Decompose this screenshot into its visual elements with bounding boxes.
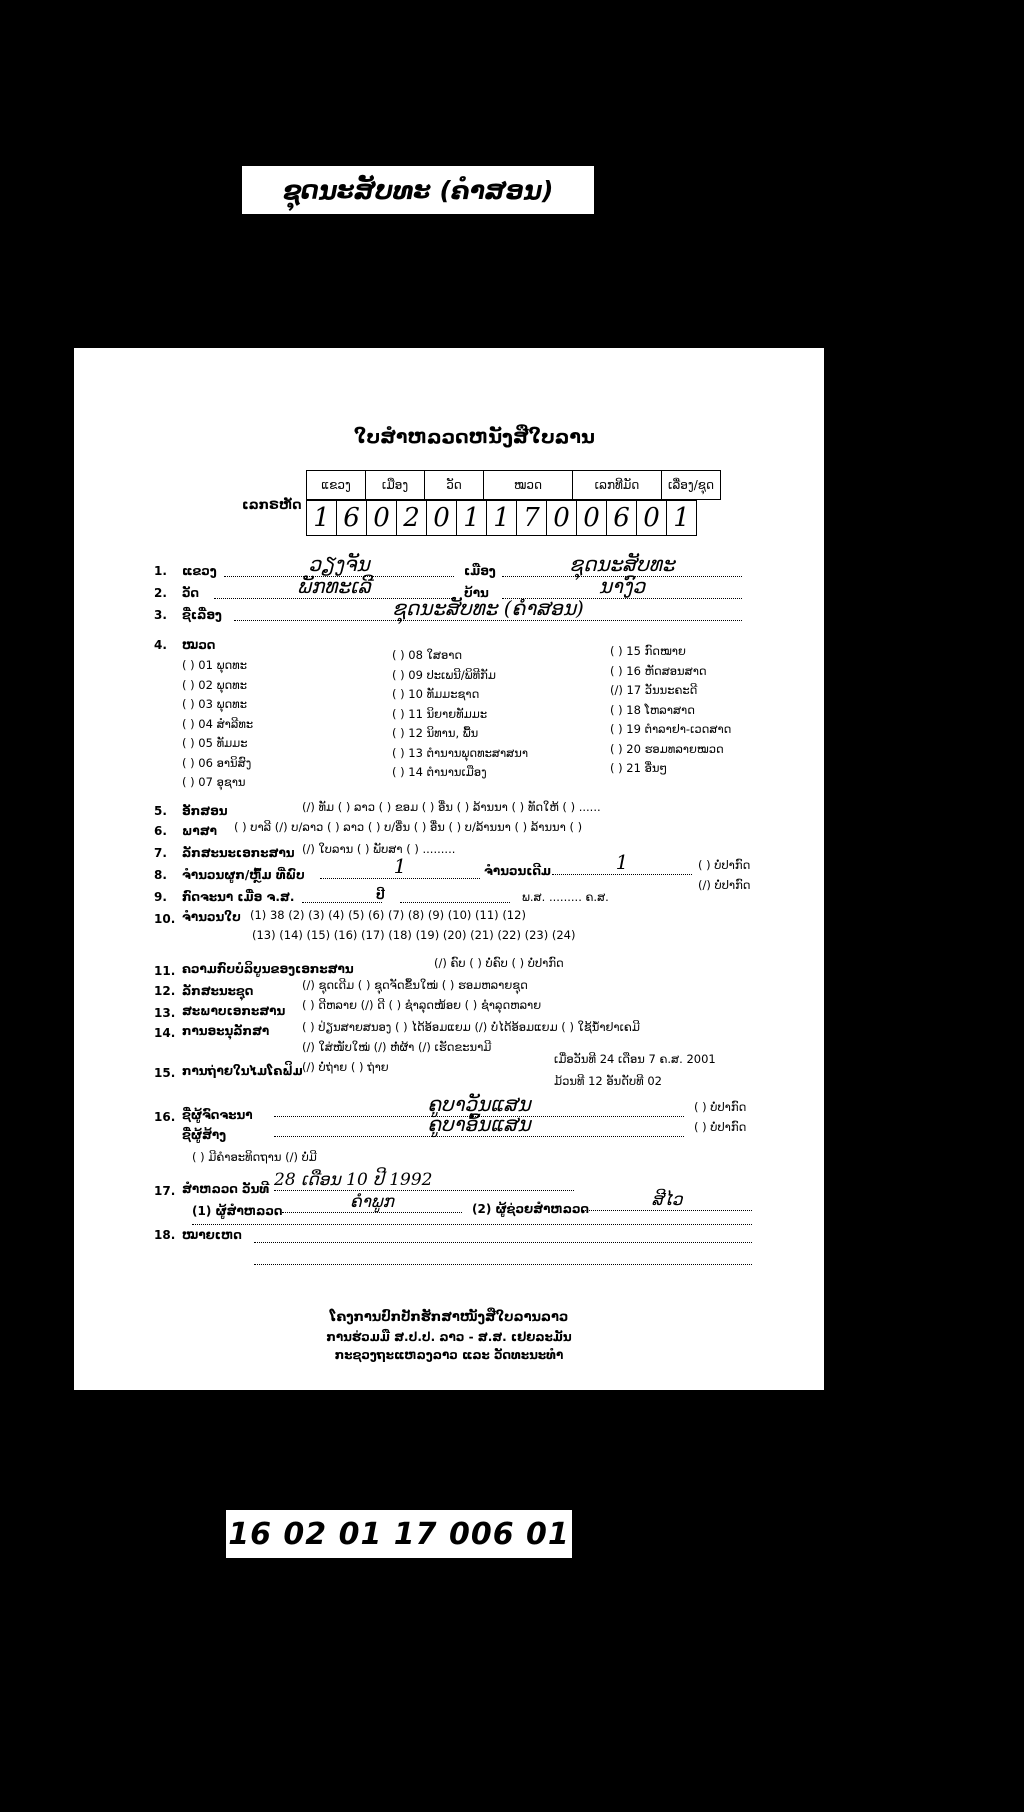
code-digit: 6 <box>607 501 637 536</box>
year-label: ປີ <box>376 888 385 902</box>
code-digit: 1 <box>667 501 697 536</box>
year-line <box>400 902 510 903</box>
leaves-label: ຈຳນວນໃບ <box>182 910 241 924</box>
code-header: ແຂວງ <box>307 471 366 500</box>
code-digit: 1 <box>457 501 487 536</box>
category-col-3 <box>610 642 731 779</box>
remarks-line <box>254 1242 752 1243</box>
field-number: 14. <box>154 1026 176 1040</box>
scribe-label: ຊື່ຜູ້ຈົດຈະນາ <box>182 1108 253 1122</box>
remarks-line <box>254 1264 752 1265</box>
province-label: ແຂວງ <box>182 564 217 578</box>
leaves-line-2: (13) (14) (15) (16) (17) (18) (19) (20) (21) (22) (23) (24) <box>252 928 576 942</box>
field-number: 12. <box>154 984 176 998</box>
category-option: ( ) 02 ພຸດທະ <box>182 677 247 692</box>
category-option: ( ) 21 ອື່ນໆ <box>610 761 668 775</box>
date-label: ກົດຈະນາ ເມື່ອ ຈ.ສ. <box>182 890 295 904</box>
preservation-label: ການອະນຸລັກສາ <box>182 1024 270 1038</box>
code-digit: 6 <box>337 501 367 536</box>
category-option: ( ) 18 ໂຫລາສາດ <box>610 702 695 717</box>
scribe-value: ຄູບາວັນແສນ <box>274 1092 684 1117</box>
field-number: 11. <box>154 964 176 978</box>
village-label: ບ້ານ <box>464 586 489 600</box>
category-option: ( ) 19 ຕຳລາຢາ-ເວດສາດ <box>610 722 732 736</box>
code-label: ເລກຣຫັດ <box>242 498 302 513</box>
field-number: 4. <box>154 638 167 652</box>
category-option: ( ) 10 ທັມມະຊາດ <box>392 687 480 701</box>
code-header: ເລກທີມັດ <box>573 471 662 500</box>
category-option: ( ) 14 ຕຳນານເມືອງ <box>392 765 487 779</box>
village-value: ນາງົວ <box>502 574 742 599</box>
code-digits-table <box>306 500 697 536</box>
code-table <box>306 470 721 500</box>
category-option: ( ) 03 ພຸດທະ <box>182 697 247 711</box>
completeness-label: ຄວາມກົບບໍລິບູນຂອງເອກະສານ <box>182 962 354 976</box>
code-header: ໝວດ <box>484 471 573 500</box>
blank-line <box>192 1224 752 1225</box>
microfilm-reel: ມ້ວນທີ 12 ອັນດັບທີ 02 <box>554 1074 662 1088</box>
field-number: 13. <box>154 1006 176 1020</box>
preservation-options-2: (/) ໃສ່ໜັບໃໝ່ (/) ຫໍ່ຜ້າ (/) ເຮັດຂະນາມີ <box>302 1040 492 1054</box>
code-digit: 0 <box>637 501 667 536</box>
temple-value: ພັກທະເລີ <box>214 574 454 599</box>
leaves-line-1: (1) 38 (2) (3) (4) (5) (6) (7) (8) (9) (10) (11) (12) <box>250 908 526 922</box>
code-header: ເມືອງ <box>366 471 425 500</box>
banner-title: ຊຸດນະສັບທະ (ຄຳສອນ) <box>242 166 594 214</box>
date-line <box>302 902 382 903</box>
microfilm-options: (/) ບໍ່ຖ່າຍ ( ) ຖ່າຍ <box>302 1060 389 1074</box>
set-type-label: ລັກສະນະຊຸດ <box>182 984 254 998</box>
vow-options: ( ) ມີຄຳອະທິດຖານ (/) ບໍ່ມີ <box>192 1150 317 1164</box>
not-shown-option: ( ) ບໍ່ປາກົດ <box>694 1120 747 1134</box>
code-digit: 1 <box>487 501 517 536</box>
field-number: 2. <box>154 586 167 600</box>
survey-sheet <box>74 348 824 1390</box>
category-option: ( ) 11 ນິຍາຍທັມມະ <box>392 706 488 721</box>
set-type-options: (/) ຊຸດເດີມ ( ) ຊຸດຈັດຂຶ້ນໃໝ່ ( ) ຮອມຫລາຍຊຸດ <box>302 978 528 992</box>
code-digit: 0 <box>427 501 457 536</box>
category-col-2 <box>392 646 528 783</box>
code-digit: 0 <box>367 501 397 536</box>
surveyor-value: ຄຳພູກ <box>282 1192 462 1213</box>
surveyor-label: (1) ຜູ້ສຳຫລວດ <box>192 1204 283 1218</box>
code-digit: 1 <box>307 501 337 536</box>
category-option: (/) 17 ວັນນະຄະດີ <box>610 683 698 697</box>
survey-date-value: 28 ເດືອນ 10 ປີ 1992 <box>274 1170 574 1191</box>
condition-label: ສະພາບເອກະສານ <box>182 1004 286 1018</box>
title-value: ຊຸດນະສັບທະ (ຄຳສອນ) <box>234 596 742 621</box>
title-label: ຊື່ເລື່ອງ <box>182 608 222 622</box>
province-value: ວຽງຈັນ <box>224 552 454 577</box>
district-value: ຊຸດນະສັບທະ <box>502 552 742 577</box>
code-header: ວັດ <box>425 471 484 500</box>
not-shown-option: ( ) ບໍ່ປາກົດ <box>694 1100 747 1114</box>
category-option: ( ) 05 ທັມມະ <box>182 736 248 750</box>
bottom-code-label: 16 02 01 17 006 01 <box>226 1510 572 1558</box>
category-option: ( ) 08 ໃສອາດ <box>392 648 463 662</box>
survey-date-label: ສຳຫລວດ ວັນທີ <box>182 1182 270 1196</box>
microfilm-label: ການຖ່າຍໃນໄມໂຄຟິມ <box>182 1064 303 1078</box>
not-shown-option: ( ) ບໍ່ປາກົດ <box>698 858 751 872</box>
category-option: ( ) 04 ສຳລີທະ <box>182 716 254 731</box>
category-option: ( ) 15 ກົດໝາຍ <box>610 644 686 658</box>
code-digit: 7 <box>517 501 547 536</box>
footer-project: ໂຄງການປົກປັກຮັກສາໜັງສືໃບລານລາວ <box>329 1310 569 1325</box>
category-option: ( ) 01 ພຸດທະ <box>182 658 247 672</box>
code-digit: 0 <box>547 501 577 536</box>
field-number: 6. <box>154 824 167 838</box>
original-count-value: 1 <box>552 850 692 875</box>
code-digit: 2 <box>397 501 427 536</box>
field-number: 3. <box>154 608 167 622</box>
era-label: ພ.ສ. ......... ຄ.ສ. <box>522 890 609 904</box>
footer-ministry: ກະຊວງຖະແຫລງລາວ ແລະ ວັດທະນະທຳ <box>334 1348 564 1362</box>
fascicles-value: 1 <box>320 854 480 879</box>
footer-cooperation: ການຮ່ວມມື ສ.ປ.ປ. ລາວ - ສ.ສ. ເຢຍລະມັນ <box>326 1330 572 1344</box>
category-col-1 <box>182 656 253 793</box>
field-number: 10. <box>154 912 176 926</box>
script-label: ອັກສອນ <box>182 804 228 818</box>
field-number: 18. <box>154 1228 176 1242</box>
language-options: ( ) ບາລີ (/) ບ/ລາວ ( ) ລາວ ( ) ບ/ອື່ນ ( ) ອື່ນ ( ) ບ/ລ້ານນາ ( ) ລ້ານນາ ( ) <box>234 820 583 834</box>
code-header: ເລື່ອງ/ຊຸດ <box>662 471 721 500</box>
category-option: ( ) 20 ຮອມທລາຍໝວດ <box>610 741 724 756</box>
category-label: ໝວດ <box>182 638 216 652</box>
fascicles-label: ຈຳນວນຜູກ/ຫຼົ້ມ ທີ່ພົບ <box>182 868 305 882</box>
field-number: 7. <box>154 846 167 860</box>
field-number: 5. <box>154 804 167 818</box>
assistant-label: (2) ຜູ້ຊ່ວຍສຳຫລວດ <box>472 1202 590 1216</box>
category-option: ( ) 16 ຫັດສອນສາດ <box>610 663 707 678</box>
field-number: 16. <box>154 1110 176 1124</box>
code-digit: 0 <box>577 501 607 536</box>
script-options: (/) ທັມ ( ) ລາວ ( ) ຂອມ ( ) ອື່ນ ( ) ລ້ານນາ ( ) ທັດໃຫ້ ( ) ...... <box>302 800 601 814</box>
field-number: 17. <box>154 1184 176 1198</box>
sheet-title: ໃບສຳຫລວດຫນັງສືໃບລານ <box>354 426 595 448</box>
field-number: 9. <box>154 890 167 904</box>
district-label: ເມືອງ <box>464 564 496 578</box>
preservation-options: ( ) ປ່ຽນສາຍສນອງ ( ) ໄດ້ອ້ອມແຍມ (/) ບໍ່ໄດ້ອ້ອມແຍມ ( ) ໃຊ້ນ້ຳຢາເຄມີ <box>302 1020 640 1034</box>
microfilm-date: ເມື່ອວັນທີ 24 ເດືອນ 7 ຄ.ສ. 2001 <box>554 1052 716 1066</box>
sponsor-value: ຄູບາອົ້ນແສນ <box>274 1112 684 1137</box>
sponsor-label: ຊື່ຜູ້ສ້າງ <box>182 1128 227 1142</box>
field-number: 1. <box>154 564 167 578</box>
code-headers <box>307 471 721 500</box>
not-shown-option: (/) ບໍ່ປາກົດ <box>698 878 751 892</box>
remarks-label: ໝາຍເຫດ <box>182 1228 242 1242</box>
category-option: ( ) 06 ອານິສົງ <box>182 755 252 770</box>
assistant-value: ສີໄວ <box>582 1190 752 1211</box>
document-type-label: ລັກສະນະເອກະສານ <box>182 846 295 860</box>
temple-label: ວັດ <box>182 586 200 600</box>
field-number: 8. <box>154 868 167 882</box>
category-option: ( ) 12 ນິທານ, ພື້ນ <box>392 726 479 740</box>
condition-options: ( ) ດີຫລາຍ (/) ດີ ( ) ຊຳລຸດໜ້ອຍ ( ) ຊຳລຸດຫລາຍ <box>302 998 542 1012</box>
category-option: ( ) 07 ອຸຊານ <box>182 775 246 789</box>
completeness-options: (/) ຄົບ ( ) ບໍ່ຄົບ ( ) ບໍ່ປາກົດ <box>434 956 564 970</box>
language-label: ພາສາ <box>182 824 217 838</box>
document-type-options: (/) ໃບລານ ( ) ພັບສາ ( ) ......... <box>302 842 456 856</box>
original-count-label: ຈຳນວນເດີມ <box>484 864 552 878</box>
field-number: 15. <box>154 1066 176 1080</box>
category-option: ( ) 13 ຕຳນານພຸດທະສາສນາ <box>392 745 529 760</box>
category-option: ( ) 09 ປະເພນີ/ພິທີກັມ <box>392 667 496 682</box>
